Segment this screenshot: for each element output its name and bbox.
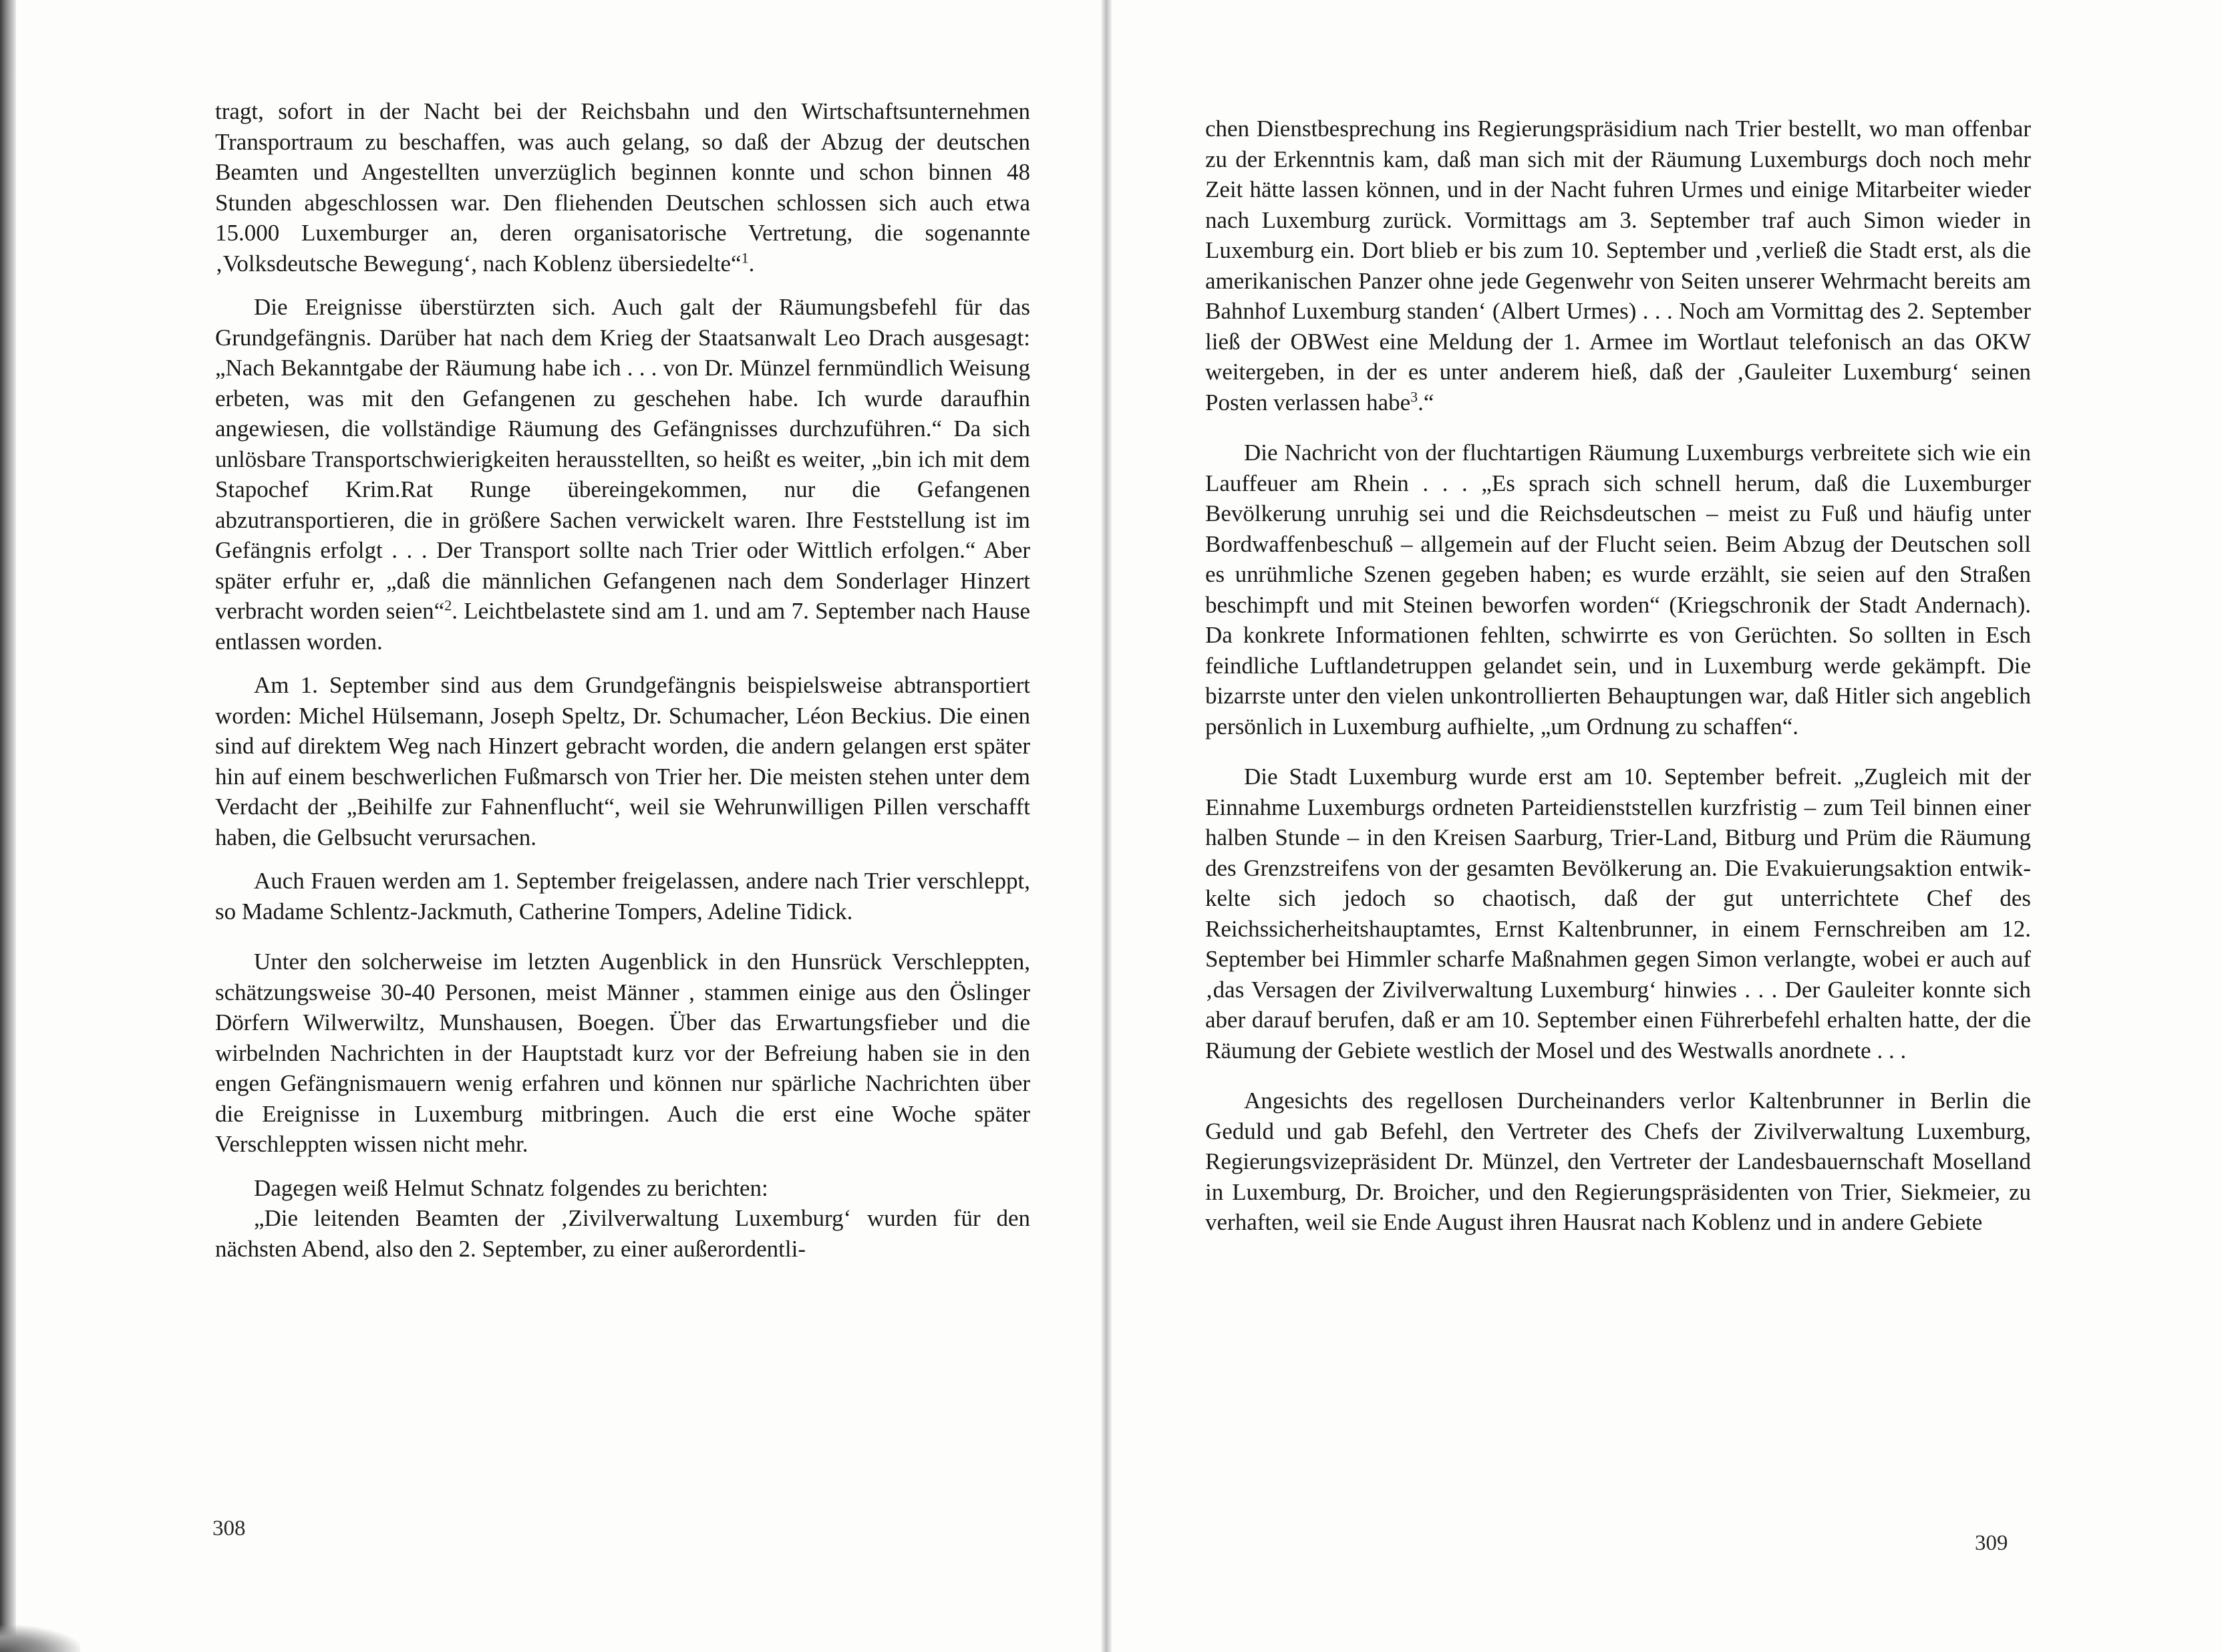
paragraph: Die Nachricht von der fluchtartigen Räumung Luxemburgs verbreitete sich wie ein Lauffeuer am Rhein . . . „Es sprach sich schnell herum, daß die Luxemburger Bevölkerung unruhig sei und die Reichsdeutschen – meist zu Fuß und häufig unter Bordwaffenbeschuß – allgemein auf der Flucht seien. Beim Abzug der Deutschen soll es unrühmliche Szenen gegeben haben; es wurde erzählt, sie seien auf den Straßen beschimpft und mit Steinen beworfen worden“ (Kriegschronik der Stadt Andernach). Da konkrete Informationen fehlten, schwirrte es von Gerüchten. So sollten in Esch feindliche Luftlandetruppen gelandet sein, und in Luxemburg werde gekämpft. Die bizarrste unter den vielen unkontrollierten Behauptungen war, daß Hitler sich angeblich persönlich in Luxemburg aufhielte, „um Ordnung zu schaffen“. bbox=[1205, 440, 2031, 739]
paragraph: tragt, sofort in der Nacht bei der Reichsbahn und den Wirtschaftsunternehmen Transportraum zu beschaffen, was auch gelang, so daß der Abzug der deutschen Beamten und Angestellten unverzüglich beginnen konnte und schon binnen 48 Stunden abgeschlossen war. Den fliehenden Deutschen schlossen sich auch etwa 15.000 Luxemburger an, deren organisatorische Vertretung, die sogenannte ‚Volksdeutsche Bewegung‘, nach Koblenz übersiedelte“$^1$. bbox=[215, 98, 1030, 277]
right-page-text bbox=[1205, 114, 2031, 1238]
left-page bbox=[0, 0, 1101, 1652]
paragraph: Auch Frauen werden am 1. September freigelassen, andere nach Trier verschleppt, so Madame Schlentz-Jackmuth, Catherine Tompers, Adeline Tidick. bbox=[215, 868, 1030, 925]
paragraph-text-tail: .“ bbox=[1418, 389, 1434, 416]
page-number: 309 bbox=[1975, 1531, 2008, 1555]
paragraph: Die Stadt Luxemburg wurde erst am 10. September befreit. „Zugleich mit der Einnahme Luxemburgs ordneten Parteidienststellen kurzfristig – zum Teil binnen einer halben Stunde – in den Kreisen Saarburg, Trier-Land, Bitburg und Prüm die Räumung des Grenzstreifens von der gesamten Bevölkerung an. Die Evakuierungsaktion entwikkelte sich jedoch so chaotisch, daß der gut unterrichtete Chef des Reichssicherheitshauptamtes, Ernst Kaltenbrunner, in einem Fernschreiben am 12. September bei Himmler scharfe Maßnahmen gegen Simon verlangte, wobei er auch auf ‚das Versagen der Zivilverwaltung Luxemburg‘ hinwies . . . Der Gauleiter konnte sich aber darauf berufen, daß er am 10. September einen Führerbefehl erhalten hatte, der die Räumung der Gebiete westlich der Mosel und des Westwalls anordnete . . . bbox=[1205, 764, 2031, 1063]
right-page bbox=[1112, 0, 2222, 1652]
paragraph-text: Die Ereignisse überstürzten sich. Auch galt der Räumungsbefehl für das Grundgefängnis. Darüber hat nach dem Krieg der Staatsanwalt Leo Drach ausgesagt: „Nach Bekanntgabe der Räumung habe ich . . . von Dr. Münzel fernmündlich Weisung erbeten, was mit den Gefangenen zu geschehen habe. Ich wurde daraufhin angewiesen, die vollständige Räumung des Gefängnisses durchzuführen.“ Da sich unlösbare Transportschwierigkeiten herausstellten, so heißt es weiter, „bin ich mit dem Stapochef Krim.Rat Runge übereingekommen, nur die Gefangenen abzutransportieren, die in größere Sachen verwickelt waren. Ihre Feststellung ist im Gefängnis erfolgt . . . Der Transport sollte nach Trier oder Wittlich erfolgen.“ Aber später erfuhr er, „daß die männlichen Gefangenen nach dem Sonderlager Hinzert verbracht worden seien“ bbox=[215, 294, 1030, 624]
footnote-marker: 1 bbox=[741, 249, 749, 266]
footnote-marker: 3 bbox=[1410, 387, 1418, 405]
paragraph: Dagegen weiß Helmut Schnatz folgendes zu berichten: bbox=[254, 1174, 768, 1201]
quote-paragraph: „Die leitenden Beamten der ‚Zivilverwaltung Luxemburg‘ wurden für den nächsten Abend, also den 2. September, zu einer außerordentli- bbox=[215, 1205, 1030, 1262]
left-page-text bbox=[215, 96, 1030, 1264]
paragraph-text: tragt, sofort in der Nacht bei der Reichsbahn und den Wirtschaftsunternehmen Transportraum zu beschaffen, was auch gelang, so daß der Abzug der deutschen Beamten und Angestellten unverzüglich beginnen konnte und schon binnen 48 Stunden abgeschlossen war. Den fliehenden Deutschen schlossen sich auch etwa 15.000 Luxemburger an, deren organisatorische Vertretung, die sogenannte ‚Volksdeutsche Bewegung‘, nach Koblenz übersiedelte“ bbox=[215, 98, 1030, 277]
paragraph: Unter den solcherweise im letzten Augenblick in den Hunsrück Verschleppten, schätzungsweise 30-40 Personen, meist Männer , stammen einige aus den Öslinger Dörfern Wilwerwiltz, Munshausen, Boegen. Über das Erwartungsfieber und die wirbelnden Nachrichten in der Hauptstadt kurz vor der Befreiung haben sie in den engen Gefängnismauern wenig erfahren und können nur spärliche Nachrichten über die Ereignisse in Luxemburg mitbringen. Auch die erst eine Woche später Verschleppten wissen nicht mehr. bbox=[215, 949, 1030, 1157]
paragraph: Die Ereignisse überstürzten sich. Auch galt der Räumungsbefehl für das Grundgefängnis. Darüber hat nach dem Krieg der Staatsanwalt Leo Drach ausgesagt: „Nach Bekanntgabe der Räumung habe ich . . . von Dr. Münzel fernmündlich Weisung erbeten, was mit den Gefangenen zu geschehen habe. Ich wurde daraufhin angewiesen, die vollständige Räumung des Gefängnisses durchzuführen.“ Da sich unlösbare Transportschwierigkeiten herausstellten, so heißt es weiter, „bin ich mit dem Stapochef Krim.Rat Runge übereingekommen, nur die Gefangenen abzutransportieren, die in größere Sachen verwickelt waren. Ihre Feststellung ist im Gefängnis erfolgt . . . Der Transport sollte nach Trier oder Wittlich erfolgen.“ Aber später erfuhr er, „daß die männlichen Gefangenen nach dem Sonderlager Hinzert verbracht worden seien“$^2$. Leichtbelastete sind am 1. und am 7. September nach Hause entlassen worden. bbox=[215, 294, 1030, 655]
paragraph: Am 1. September sind aus dem Grundgefängnis beispielsweise abtransportiert worden: Michel Hülsemann, Joseph Speltz, Dr. Schumacher, Léon Beckius. Die einen sind auf direktem Weg nach Hinzert gebracht worden, die andern gelangen erst später hin auf einem beschwerlichen Fußmarsch von Trier her. Die meisten stehen unter dem Verdacht der „Beihilfe zur Fahnenflucht“, weil sie Wehrunwilligen Pillen verschafft haben, die Gelbsucht verursachen. bbox=[215, 672, 1030, 850]
page-number: 308 bbox=[212, 1516, 246, 1540]
paragraph bbox=[1205, 114, 2031, 418]
paragraph: Angesichts des regellosen Durcheinanders verlor Kaltenbrunner in Berlin die Geduld und gab Befehl, den Vertreter des Chefs der Zivilverwaltung Luxemburg, Regierungsvizepräsident Dr. Münzel, den Vertreter der Landesbauernschaft Moselland in Luxemburg, Dr. Broicher, und den Regierungspräsidenten von Trier, Siekmeier, zu verhaften, weil sie Ende August ihren Hausrat nach Koblenz und in andere Gebiete bbox=[1205, 1088, 2031, 1235]
paragraph-text: chen Dienstbesprechung ins Regierungspräsidium nach Trier bestellt, wo man offenbar zu der Erkenntnis kam, daß man sich mit der Räumung Luxemburgs doch noch mehr Zeit hätte lassen können, und in der Nacht fuhren Urmes und einige Mitarbeiter wieder nach Luxemburg zurück. Vormittags am 3. September traf auch Simon wieder in Luxemburg ein. Dort blieb er bis zum 10. September und ‚verließ die Stadt erst, als die amerikanischen Panzer ohne jede Gegenwehr von Seiten unserer Wehrmacht bereits am Bahnhof Luxemburg standen‘ (Albert Urmes) . . . Noch am Vormittag des 2. September ließ der OBWest eine Meldung der 1. Armee im Wortlaut telefonisch an das OKW weitergeben, in der es unter anderem hieß, daß der ‚Gauleiter Luxemburg‘ seinen Posten verlassen habe bbox=[1205, 116, 2031, 416]
footnote-marker: 2 bbox=[444, 597, 452, 614]
book-gutter bbox=[1101, 0, 1112, 1652]
paragraph-text-tail: Leichtbelastete sind am 1. und am 7. September nach Hause entlassen worden. bbox=[215, 598, 1030, 655]
